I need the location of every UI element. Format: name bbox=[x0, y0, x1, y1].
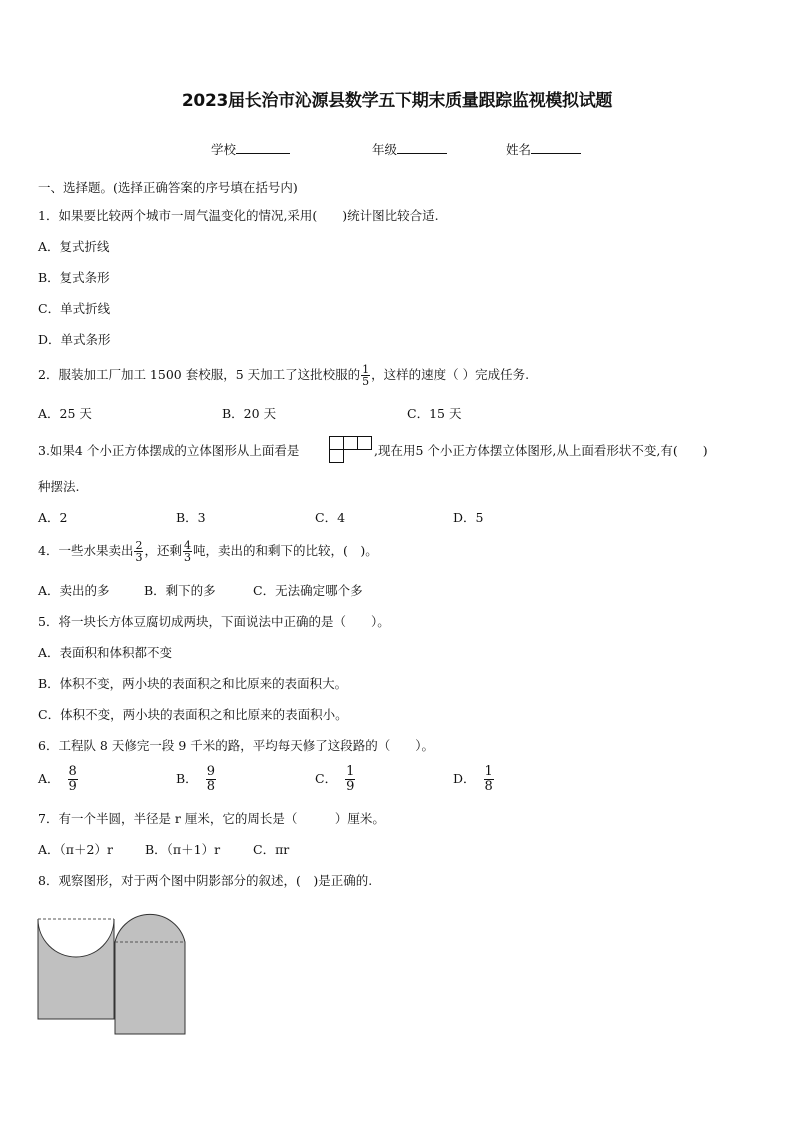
q4-stem-part-b: ，还剩 bbox=[144, 543, 182, 558]
section-heading: 一、选择题。(选择正确答案的序号填在括号内) bbox=[38, 180, 298, 195]
question-1-stem: 1．如果要比较两个城市一周气温变化的情况,采用( )统计图比较合适. bbox=[38, 208, 439, 223]
q6-b-den: 8 bbox=[206, 779, 215, 794]
q6-option-a[interactable] bbox=[38, 765, 79, 794]
q2-option-c[interactable]: C．15 天 bbox=[407, 406, 462, 421]
question-7-stem: 7．有一个半圆，半径是 r 厘米，它的周长是（ ）厘米。 bbox=[38, 811, 385, 826]
q7-option-b[interactable]: B．（π＋1）r bbox=[145, 842, 221, 857]
grid-cell bbox=[343, 436, 358, 450]
q4-option-c[interactable]: C．无法确定哪个多 bbox=[253, 583, 363, 598]
grid-cell bbox=[329, 449, 344, 463]
q1-option-c[interactable]: C．单式折线 bbox=[38, 301, 111, 316]
q4-frac1-den: 3 bbox=[135, 551, 143, 564]
question-3-stem-b: ,现在用5 个小正方体摆立体图形,从上面看形状不变,有( ) bbox=[374, 443, 708, 458]
q6-option-a-frac bbox=[68, 765, 78, 794]
shaded-figures bbox=[36, 904, 188, 1038]
grid-cell bbox=[329, 436, 344, 450]
q4-option-b[interactable]: B．剩下的多 bbox=[144, 583, 216, 598]
q2-fraction bbox=[361, 364, 370, 387]
q3-option-a[interactable]: A．2 bbox=[38, 510, 68, 525]
q6-option-d[interactable] bbox=[453, 765, 495, 794]
q4-stem-part-a: 4．一些水果卖出 bbox=[38, 543, 134, 558]
grade-label: 年级 bbox=[372, 142, 398, 157]
q2-frac-num: 1 bbox=[362, 363, 370, 376]
question-6-stem: 6．工程队 8 天修完一段 9 千米的路，平均每天修了这段路的（ ）。 bbox=[38, 738, 435, 753]
figure-1-shaded bbox=[38, 919, 114, 1019]
school-field bbox=[211, 141, 290, 158]
question-8-stem: 8．观察图形，对于两个图中阴影部分的叙述，( )是正确的. bbox=[38, 873, 373, 888]
name-label: 姓名 bbox=[506, 142, 532, 157]
q2-stem-part-b: ，这样的速度（ ）完成任务. bbox=[371, 367, 530, 382]
grade-field bbox=[372, 141, 447, 158]
q6-a-num: 8 bbox=[68, 764, 77, 779]
q4-fraction-2 bbox=[183, 540, 192, 563]
school-label: 学校 bbox=[211, 142, 237, 157]
q6-d-num: 1 bbox=[484, 764, 493, 779]
q2-option-b[interactable]: B．20 天 bbox=[222, 406, 277, 421]
q3-option-c[interactable]: C．4 bbox=[315, 510, 346, 525]
q6-option-b-label: B． bbox=[176, 771, 198, 786]
question-3-stem-a: 3.如果4 个小正方体摆成的立体图形从上面看是 bbox=[38, 443, 300, 458]
q5-option-a[interactable]: A．表面积和体积都不变 bbox=[38, 645, 173, 660]
q6-option-c-frac bbox=[345, 765, 355, 794]
q6-option-c-label: C． bbox=[315, 771, 338, 786]
q7-option-c[interactable]: C．πr bbox=[253, 842, 290, 857]
q2-frac-den: 5 bbox=[362, 375, 370, 388]
q2-stem-part-a: 2．服装加工厂加工 1500 套校服，5 天加工了这批校服的 bbox=[38, 367, 361, 382]
q6-option-d-label: D． bbox=[453, 771, 476, 786]
q6-option-c[interactable] bbox=[315, 765, 356, 794]
name-blank[interactable] bbox=[531, 141, 581, 154]
q4-option-a[interactable]: A．卖出的多 bbox=[38, 583, 110, 598]
question-5-stem: 5．将一块长方体豆腐切成两块，下面说法中正确的是（ ）。 bbox=[38, 614, 390, 629]
q6-c-den: 9 bbox=[346, 779, 355, 794]
q6-d-den: 8 bbox=[484, 779, 493, 794]
q4-frac2-num: 4 bbox=[183, 539, 191, 552]
q4-stem-part-c: 吨，卖出的和剩下的比较，( )。 bbox=[192, 543, 378, 558]
q6-option-b[interactable] bbox=[176, 765, 217, 794]
q2-option-a[interactable]: A．25 天 bbox=[38, 406, 92, 421]
q4-frac2-den: 3 bbox=[183, 551, 191, 564]
grade-blank[interactable] bbox=[397, 141, 447, 154]
q6-b-num: 9 bbox=[206, 764, 215, 779]
name-field bbox=[506, 141, 581, 158]
q1-option-d[interactable]: D．单式条形 bbox=[38, 332, 111, 347]
q6-option-b-frac bbox=[206, 765, 216, 794]
q5-option-c[interactable]: C．体积不变，两小块的表面积之和比原来的表面积小。 bbox=[38, 707, 348, 722]
grid-cell bbox=[357, 436, 372, 450]
q6-c-num: 1 bbox=[346, 764, 355, 779]
q7-option-a[interactable]: A．（π＋2）r bbox=[38, 842, 113, 857]
q6-option-a-label: A． bbox=[38, 771, 60, 786]
question-4-stem bbox=[38, 540, 378, 563]
q3-option-d[interactable]: D．5 bbox=[453, 510, 484, 525]
figure-2-shaded bbox=[115, 914, 185, 1034]
page-title: 2023届长治市沁源县数学五下期末质量跟踪监视模拟试题 bbox=[181, 91, 613, 111]
q1-option-b[interactable]: B．复式条形 bbox=[38, 270, 110, 285]
school-blank[interactable] bbox=[236, 141, 290, 154]
q5-option-b[interactable]: B．体积不变，两小块的表面积之和比原来的表面积大。 bbox=[38, 676, 348, 691]
q6-a-den: 9 bbox=[68, 779, 77, 794]
q3-option-b[interactable]: B．3 bbox=[176, 510, 206, 525]
q4-frac1-num: 2 bbox=[135, 539, 143, 552]
question-3-stem-c: 种摆法. bbox=[38, 479, 80, 494]
q6-option-d-frac bbox=[484, 765, 494, 794]
q4-fraction-1 bbox=[134, 540, 143, 563]
q1-option-a[interactable]: A．复式折线 bbox=[38, 239, 110, 254]
question-2-stem bbox=[38, 364, 529, 387]
